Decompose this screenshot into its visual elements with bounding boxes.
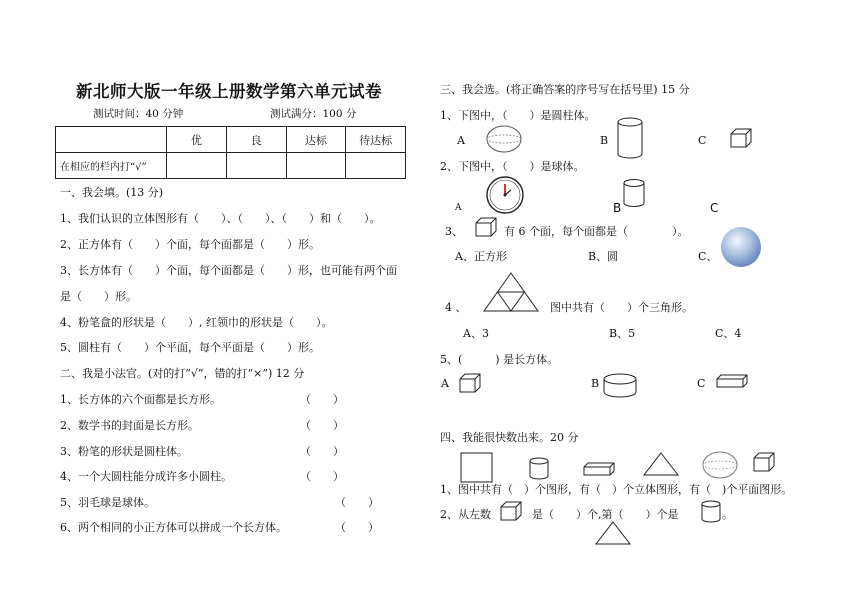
option-b-label: B [591,377,600,390]
option-a-label: A、3 [463,327,489,340]
score-table [55,126,406,179]
square-icon [460,452,494,484]
section2-answer-paren[interactable]: （ ） [335,521,379,534]
score-cell-good[interactable] [226,153,286,179]
section1-q3-line1: 3、长方体有（ ）个面，每个面都是（ ）形，也可能有两个面 [60,264,397,277]
option-b-label: B、5 [609,327,636,340]
section2-heading: 二、我是小法官。(对的打“√”，错的打“×”) 12 分 [60,367,305,380]
section4-q2-part1: 2、从左数 [440,508,491,521]
section2-item: 6、两个相同的小正方体可以拼成一个长方体。 [60,521,287,534]
triangle-icon [594,520,632,546]
section2-answer-paren[interactable]: （ ） [300,419,344,432]
full-score: 测试满分：100 分 [270,108,357,120]
sphere-outline-icon [700,450,740,480]
sphere-outline-icon [484,124,524,154]
score-table-header-row [56,127,406,153]
section1-q1: 1、我们认识的立体图形有（ ）、（ ）、（ ）和（ ）。 [60,212,381,225]
section2-answer-paren[interactable]: （ ） [335,496,379,509]
section2-answer-paren[interactable]: （ ） [300,470,344,483]
score-table-mark-row [56,153,406,179]
test-time: 测试时间：40 分钟 [93,108,184,120]
option-c-label: C、4 [715,327,742,340]
section3-heading: 三、我会选。(将正确答案的序号写在括号里) 15 分 [440,83,690,96]
option-c-label: C [697,377,706,390]
section3-q3: 有 6 个面，每个面都是（ ）。 [504,225,689,238]
section3-q4: 图中共有（ ）个三角形。 [550,301,693,314]
option-a-label: A、正方形 [455,250,507,263]
section2-item: 2、数学书的封面是长方形。 [60,419,199,432]
score-header-pass: 达标 [286,127,346,153]
section4-q1: 1、图中共有（ ）个图形，有（ ）个立体图形，有（ )个平面图形。 [440,483,793,496]
section3-q3-number: 3、 [445,225,463,238]
option-b-label: B [600,134,609,147]
section3-q5: 5、( ) 是长方体。 [440,353,559,366]
score-cell-needs-work[interactable] [346,153,406,179]
section1-q3-line2: 是（ ）形。 [60,290,137,303]
section1-q2: 2、正方体有（ ）个面，每个面都是（ ）形。 [60,238,320,251]
section1-q5: 5、圆柱有（ ）个平面，每个平面是（ ）形。 [60,341,320,354]
section2-item: 5、羽毛球是球体。 [60,496,155,509]
clock-icon [484,176,526,214]
section3-q2: 2、下图中，（ ）是球体。 [440,160,585,173]
cylinder-icon [528,457,550,481]
option-b-label: B [613,201,622,215]
score-cell-excellent[interactable] [167,153,227,179]
cube-icon [752,451,776,473]
option-c-label: C [710,201,719,215]
score-header-good: 良 [226,127,286,153]
cylinder-icon [700,500,722,524]
page-title: 新北师大版一年级上册数学第六单元试卷 [76,82,382,101]
score-header-needs-work: 待达标 [346,127,406,153]
blue-sphere-icon [720,226,762,268]
section3-q1: 1、下图中，（ ）是圆柱体。 [440,109,596,122]
cube-icon [458,372,482,394]
option-c-label: C、 [698,250,718,263]
triangle-figure-icon [482,271,540,313]
option-b-label: B、圆 [588,250,619,263]
section3-q4-number: 4 、 [445,301,467,314]
option-c-label: C [698,134,707,147]
triangle-icon [642,451,680,477]
short-cylinder-icon [602,372,638,400]
score-row-label: 在相应的栏内打“√” [56,153,167,179]
cuboid-icon [582,461,616,477]
section4-q2-part2: 是（ ）个,第（ ）个是 [532,508,679,521]
cuboid-icon [715,373,749,389]
section4-q2-part3: 。 [722,508,733,521]
option-a-label: A [441,377,449,390]
section4-heading: 四、我能很快数出来。20 分 [440,431,579,444]
option-a-label: A [457,134,465,147]
cylinder-icon [615,116,645,160]
section1-q4: 4、粉笔盒的形状是（ ）, 红领巾的形状是（ ）。 [60,316,333,329]
cube-icon [729,127,753,149]
score-cell-pass[interactable] [286,153,346,179]
score-header-excellent: 优 [167,127,227,153]
section2-item: 3、粉笔的形状是圆柱体。 [60,445,188,458]
section1-heading: 一、我会填。(13 分) [60,186,164,199]
score-table-corner [56,127,167,153]
cylinder-icon [622,178,646,208]
section2-item: 1、长方体的六个面都是长方形。 [60,393,221,406]
section2-item: 4、一个大圆柱能分成许多小圆柱。 [60,470,232,483]
cube-icon [474,216,498,238]
section2-answer-paren[interactable]: （ ） [300,393,344,406]
section2-answer-paren[interactable]: （ ） [300,445,344,458]
cube-icon [499,500,523,522]
option-a-label: A [455,203,462,213]
